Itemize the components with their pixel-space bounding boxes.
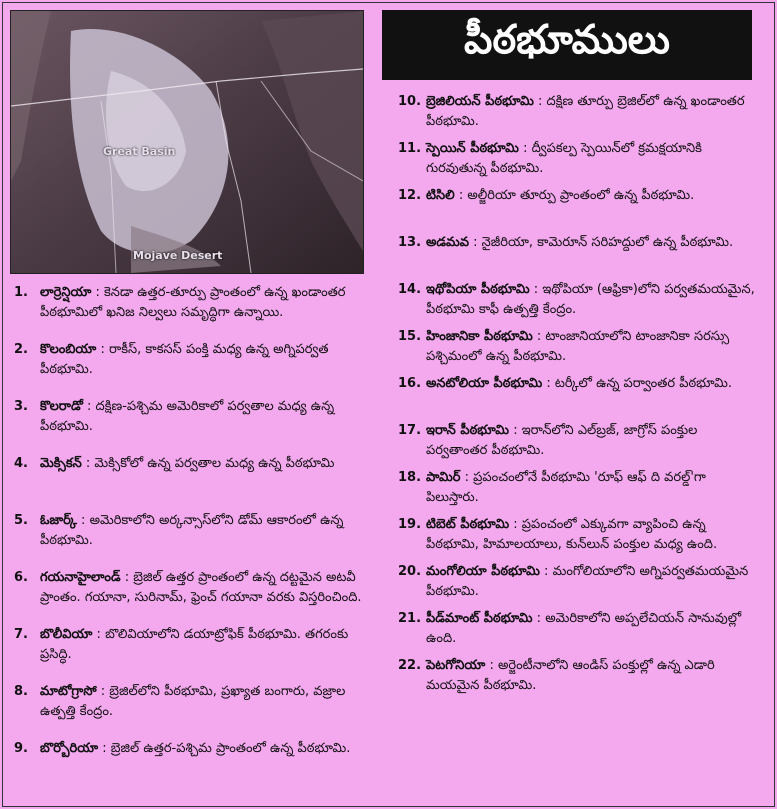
- plateau-item: [14, 340, 370, 397]
- plateau-name: మంగోలియా పీఠభూమి: [426, 564, 540, 579]
- item-number: 20.: [398, 564, 422, 579]
- item-text: [40, 397, 370, 454]
- plateau-name: అడమవ: [426, 235, 470, 250]
- plateau-item: [398, 374, 756, 421]
- relief-map-graphic: [11, 11, 363, 273]
- plateau-item: [398, 562, 756, 609]
- item-number: 11.: [398, 141, 422, 156]
- plateau-description: : ఇరాన్‌లోని ఎల్‌బ్రజ్, జాగ్రోస్ పంక్తుల పర్వతాంతర పీఠభూమి.: [426, 423, 698, 458]
- item-number: 9.: [14, 741, 28, 756]
- plateau-name: అనటోలియా పీఠభూమి: [426, 376, 543, 391]
- plateau-name: పీడ్‌మాంట్ పీఠభూమి: [426, 611, 533, 626]
- item-number: 12.: [398, 188, 422, 203]
- item-number: 4.: [14, 456, 28, 471]
- item-number: 3.: [14, 399, 28, 414]
- plateau-name: మాటోగ్రాసో: [40, 684, 97, 699]
- plateau-description: : ప్రపంచంలోనే పీఠభూమి 'రూఫ్ ఆఫ్ ది వరల్డ్'గా పిలుస్తారు.: [426, 470, 706, 505]
- item-text: [40, 682, 370, 739]
- item-text: [426, 186, 756, 233]
- item-text: [426, 280, 756, 327]
- plateau-item: [14, 568, 370, 625]
- item-number: 22.: [398, 658, 422, 673]
- plateau-description: : దక్షిణ తూర్పు బ్రెజిల్‌లో ఉన్న ఖండాంతర పీఠభూమి.: [426, 94, 745, 129]
- plateau-description: : రాకీస్, కాకసస్ పంక్తి మధ్య ఉన్న అగ్నిపర్వత పీఠభూమి.: [40, 342, 329, 377]
- left-plateau-list: [14, 283, 370, 796]
- plateau-name: టిసిలి: [426, 188, 455, 203]
- map-label-great-basin: Great Basin: [103, 145, 176, 158]
- plateau-name: కొలరాడో: [40, 399, 83, 414]
- plateau-description: : బ్రెజిల్ ఉత్తర-పశ్చిమ ప్రాంతంలో ఉన్న పీఠభూమి.: [98, 741, 351, 756]
- plateau-item: [398, 139, 756, 186]
- item-number: 1.: [14, 285, 28, 300]
- plateau-name: మెక్సికన్: [40, 456, 82, 471]
- item-text: [426, 374, 756, 421]
- item-number: 14.: [398, 282, 422, 297]
- plateau-item: [14, 454, 370, 511]
- item-text: [426, 327, 756, 374]
- plateau-description: : ఇథోపియా (ఆఫ్రికా)లోని పర్వతమయమైన, పీఠభూమి కాఫీ ఉత్పత్తి కేంద్రం.: [426, 282, 755, 317]
- plateau-description: : బ్రెజిల్‌లోని పీఠభూమి, ప్రఖ్యాత బంగారు, వజ్రాల ఉత్పత్తి కేంద్రం.: [40, 684, 346, 719]
- plateau-name: బ్రెజిలియన్ పీఠభూమి: [426, 94, 534, 109]
- item-text: [426, 609, 756, 656]
- item-number: 2.: [14, 342, 28, 357]
- plateau-description: : నైజీరియా, కామెరూన్ సరిహద్దులో ఉన్న పీఠభూమి.: [469, 235, 734, 250]
- item-text: [426, 468, 756, 515]
- plateau-description: : టర్కీలో ఉన్న పర్వాంతర పీఠభూమి.: [542, 376, 733, 391]
- item-text: [40, 625, 370, 682]
- item-number: 21.: [398, 611, 422, 626]
- item-number: 6.: [14, 570, 28, 585]
- plateau-description: : దక్షిణ-పశ్చిమ అమెరికాలో పర్వతాల మధ్య ఉన్న పీఠభూమి.: [40, 399, 335, 434]
- plateau-description: : ప్రపంచంలో ఎక్కువగా వ్యాపించి ఉన్న పీఠభూమి, హిమాలయాలు, కున్‌లున్ పంక్తుల మధ్య ఉంది.: [426, 517, 718, 552]
- plateau-item: [398, 327, 756, 374]
- plateau-name: బొర్బోరియా: [40, 741, 99, 756]
- item-number: 15.: [398, 329, 422, 344]
- item-number: 18.: [398, 470, 422, 485]
- plateau-item: [398, 515, 756, 562]
- plateau-name: ఇరాన్ పీఠభూమి: [426, 423, 510, 438]
- plateau-name: ఇథోపియా పీఠభూమి: [426, 282, 530, 297]
- plateau-item: [398, 186, 756, 233]
- plateau-description: : బొలివియాలోని డయాట్రోఫిక్ పీఠభూమి. తగరంకు ప్రసిద్ధి.: [40, 627, 349, 662]
- item-number: 17.: [398, 423, 422, 438]
- plateau-name: కొలంబియా: [40, 342, 97, 357]
- plateau-item: [398, 421, 756, 468]
- plateau-name: గయనాహైలాండ్: [40, 570, 121, 585]
- item-number: 13.: [398, 235, 422, 250]
- plateau-description: : టాంజానియాలోని టాంజానికా సరస్సు పశ్చిమంలో ఉన్న పీఠభూమి.: [426, 329, 730, 364]
- item-number: 10.: [398, 94, 422, 109]
- item-text: [426, 515, 756, 562]
- plateau-name: ఓజార్క్: [40, 513, 77, 528]
- plateau-item: [14, 625, 370, 682]
- plateau-item: [398, 609, 756, 656]
- item-text: [426, 139, 756, 186]
- plateau-description: : మంగోలియాలోని అగ్నిపర్వతమయమైన పీఠభూమి.: [426, 564, 749, 599]
- item-number: 19.: [398, 517, 422, 532]
- item-text: [40, 511, 370, 568]
- item-text: [40, 568, 370, 625]
- plateau-description: : కెనడా ఉత్తర-తూర్పు ప్రాంతంలో ఉన్న ఖండాంతర పీఠభూమిలో ఖనిజ నిల్వలు సమృద్ధిగా ఉన్నాయి.: [40, 285, 346, 320]
- page-title: పీఠభూములు: [464, 17, 670, 63]
- plateau-item: [398, 656, 756, 703]
- plateau-item: [14, 397, 370, 454]
- plateau-description: : ద్వీపకల్ప స్పెయిన్‌లో క్రమక్షయానికి గురవుతున్న పీఠభూమి.: [426, 141, 702, 176]
- plateau-name: పామిర్: [426, 470, 461, 485]
- plateau-description: : అమెరికాలోని అప్పలేచియన్ సానువుల్లో ఉంది.: [426, 611, 742, 646]
- plateau-item: [14, 511, 370, 568]
- plateau-description: : అర్జెంటీనాలోని ఆండిస్ పంక్తుల్లో ఉన్న ఎడారి మయమైన పీఠభూమి.: [426, 658, 715, 693]
- item-text: [40, 340, 370, 397]
- plateau-description: : బ్రెజిల్ ఉత్తర ప్రాంతంలో ఉన్న దట్టమైన అటవీ ప్రాంతం. గయానా, సురినామ్, ఫ్రెంచ్ గయానా వరకు విస్తరించింది.: [40, 570, 362, 605]
- right-plateau-list: [398, 92, 756, 703]
- item-text: [426, 233, 756, 280]
- plateau-name: స్పెయిన్ పీఠభూమి: [426, 141, 519, 156]
- plateau-item: [14, 739, 370, 796]
- plateau-name: పెటగోనియా: [426, 658, 486, 673]
- plateau-name: లార్రెన్షియా: [40, 285, 92, 300]
- item-text: [426, 562, 756, 609]
- title-banner: [382, 10, 752, 80]
- item-number: 7.: [14, 627, 28, 642]
- item-number: 5.: [14, 513, 28, 528]
- plateau-item: [398, 233, 756, 280]
- plateau-item: [398, 468, 756, 515]
- item-text: [426, 656, 756, 703]
- item-text: [426, 92, 756, 139]
- plateau-item: [14, 283, 370, 340]
- plateau-description: : అల్జీరియా తూర్పు ప్రాంతంలో ఉన్న పీఠభూమి.: [454, 188, 695, 203]
- map-label-mojave-desert: Mojave Desert: [133, 249, 223, 262]
- item-number: 16.: [398, 376, 422, 391]
- plateau-name: బొలీవియా: [40, 627, 93, 642]
- item-text: [40, 739, 370, 796]
- plateau-description: : మెక్సికోలో ఉన్న పర్వతాల మధ్య ఉన్న పీఠభూమి: [81, 456, 335, 471]
- plateau-item: [398, 280, 756, 327]
- plateau-description: : అమెరికాలోని అర్కన్సాస్‌లోని డోమ్ ఆకారంలో ఉన్న పీఠభూమి.: [40, 513, 344, 548]
- item-number: 8.: [14, 684, 28, 699]
- plateau-item: [398, 92, 756, 139]
- item-text: [40, 283, 370, 340]
- plateau-item: [14, 682, 370, 739]
- item-text: [40, 454, 370, 511]
- plateau-name: హింజానికా పీఠభూమి: [426, 329, 533, 344]
- item-text: [426, 421, 756, 468]
- relief-map-image: [10, 10, 364, 274]
- plateau-name: టిబెట్ పీఠభూమి: [426, 517, 510, 532]
